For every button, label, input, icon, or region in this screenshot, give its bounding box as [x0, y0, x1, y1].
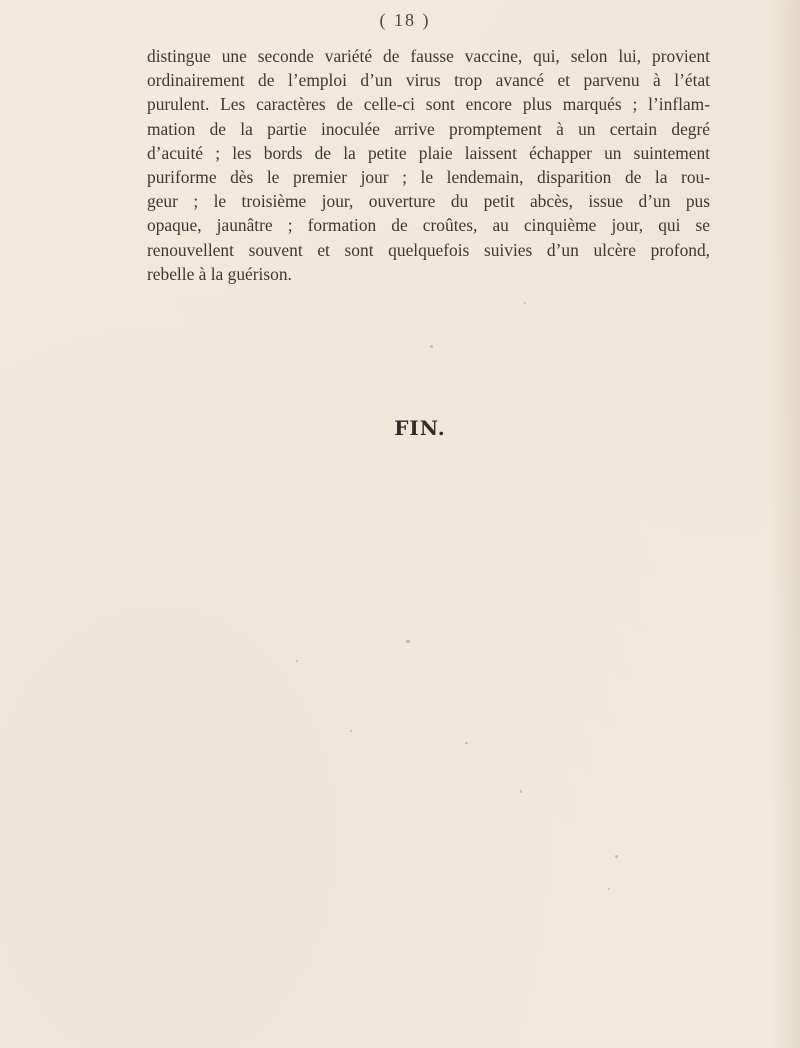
text-line: purulent. Les caractères de celle-ci sont encore plus marqués ; l’inflam- [147, 94, 710, 115]
body-paragraph [147, 44, 710, 286]
text-line: d’acuité ; les bords de la petite plaie laissent échapper un suintement [147, 142, 710, 163]
text-line: rebelle à la guérison. [147, 263, 292, 284]
paper-speck [520, 790, 522, 793]
paper-speck [608, 888, 610, 890]
paper-speck [524, 302, 526, 304]
paper-speck [465, 742, 468, 744]
text-line: distingue une seconde variété de fausse vaccine, qui, selon lui, provient [147, 46, 710, 66]
page-number: ( 18 ) [379, 10, 431, 30]
text-line: ordinairement de l’emploi d’un virus trop avancé et parvenu à l’état [147, 70, 710, 91]
text-line: puriforme dès le premier jour ; le lendemain, disparition de la rou- [147, 167, 710, 188]
text-line: opaque, jaunâtre ; formation de croûtes, au cinquième jour, qui se [147, 215, 710, 236]
text-line: mation de la partie inoculée arrive promptement à un certain degré [147, 118, 710, 139]
page-edge-shadow [770, 0, 800, 1048]
paper-speck [406, 640, 410, 643]
paper-speck [350, 730, 352, 732]
text-line: renouvellent souvent et sont quelquefois suivies d’un ulcère profond, [147, 239, 710, 260]
paper-speck [615, 855, 618, 858]
paper-speck [296, 660, 298, 662]
paper-speck [430, 345, 433, 348]
text-line: geur ; le troisième jour, ouverture du petit abcès, issue d’un pus [147, 191, 710, 212]
end-mark: FIN. [394, 416, 446, 440]
